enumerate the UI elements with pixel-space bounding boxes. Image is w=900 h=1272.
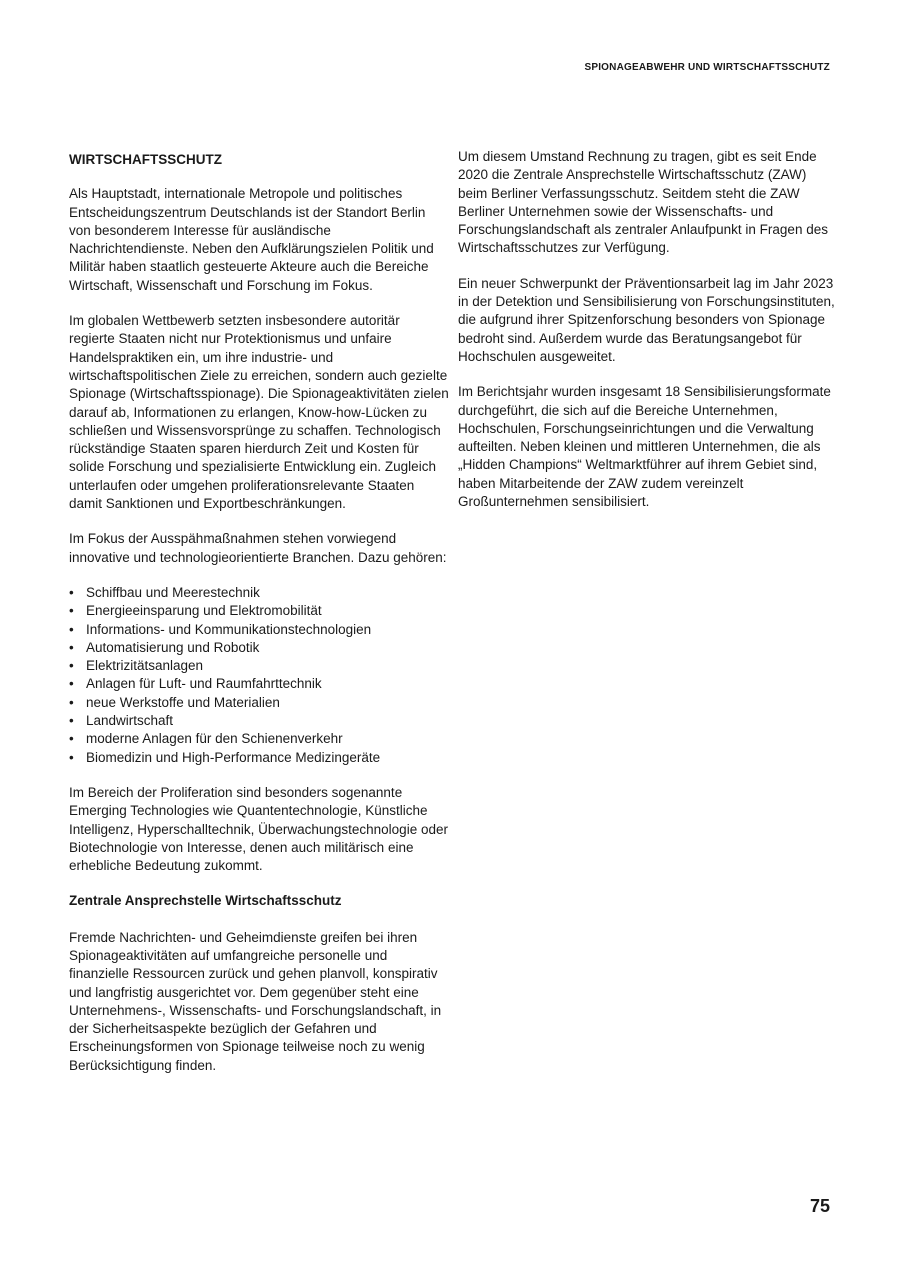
paragraph: Als Hauptstadt, internationale Metropole und politisches Entscheidungszentrum Deutschlands ist der Standort Berlin von besonderem Interesse für ausländische Nachrichtendienste. Neben den Aufklärungszielen Politik und Militär haben staatlich gesteuerte Akteure auch die Bereiche Wirtschaft, Wissenschaft und Forschung im Fokus. [69,186,434,293]
paragraph: Um diesem Umstand Rechnung zu tragen, gibt es seit Ende 2020 die Zentrale Ansprechstelle Wirtschaftsschutz (ZAW) beim Berliner Verfassungsschutz. Seitdem steht die ZAW Berliner Unternehmen sowie der Wissenschafts- und Forschungslandschaft als zentraler Anlaufpunkt in Fragen des Wirtschaftsschutzes zur Verfügung. [458,149,828,256]
page-number: 75 [809,1196,830,1216]
list-item: • Informations- und Kommunikationstechnologien [69,621,449,639]
list-item: • Energieeinsparung und Elektromobilität [69,602,449,620]
section-title: WIRTSCHAFTSSCHUTZ [69,152,222,167]
list-item: • neue Werkstoffe und Materialien [69,694,449,712]
list-item: • Landwirtschaft [69,712,449,730]
list-item: • Biomedizin und High-Performance Medizingeräte [69,749,449,767]
list-item: • Schiffbau und Meerestechnik [69,584,449,602]
list-item: • Elektrizitätsanlagen [69,657,449,675]
paragraph: Fremde Nachrichten- und Geheimdienste greifen bei ihren Spionageaktivitäten auf umfangreiche personelle und finanzielle Ressourcen zurück und gehen planvoll, konspirativ und langfristig ausgerichtet vor. Dem gegenüber steht eine Unternehmens-, Wissenschafts- und Forschungslandschaft, in der Sicherheitsaspekte bezüglich der Gefahren und Erscheinungsformen von Spionage teilweise noch zu wenig Berücksichtigung finden. [69,929,442,1073]
paragraph: Ein neuer Schwerpunkt der Präventionsarbeit lag im Jahr 2023 in der Detektion und Sensibilisierung von Forschungsinstituten, die aufgrund ihrer Spitzenforschung besonders von Spionage bedroht sind. Außerdem wurde das Beratungsangebot für Hochschulen ausgeweitet. [458,275,835,364]
paragraph: Im globalen Wettbewerb setzten insbesondere autoritär regierte Staaten nicht nur Protektionismus und unfaire Handelspraktiken ein, um ihre industrie- und wirtschaftspolitischen Ziele zu erreichen, sondern auch gezielte Spionage (Wirtschaftsspionage). Die Spionageaktivitäten zielen darauf ab, Informationen zu erlangen, Know-how-Lücken zu schließen und Wissensvorsprünge zu schaffen. Technologisch rückständige Staaten sparen hierdurch Zeit und Kosten für solide Forschung und spezialisierte Entwicklung ein. Zugleich unterlaufen oder umgehen proliferationsrelevante Staaten damit Sanktionen und Exportbeschränkungen. [69,313,449,512]
left-column [69,148,449,1092]
paragraph: Im Berichtsjahr wurden insgesamt 18 Sensibilisierungsformate durchgeführt, die sich auf die Bereiche Unternehmen, Hochschulen, Forschungseinrichtungen und die Verwaltung aufteilten. Neben kleinen und mittleren Unternehmen, die als „Hidden Champions“ Weltmarktführer auf ihrem Gebiet sind, haben Mitarbeitende der ZAW zudem vereinzelt Großunternehmen sensibilisiert. [458,384,831,510]
paragraph: Im Bereich der Proliferation sind besonders sogenannte Emerging Technologies wie Quantentechnologie, Künstliche Intelligenz, Hyperschalltechnik, Überwachungstechnologie oder Biotechnologie von Interesse, denen auch militärisch eine erhebliche Bedeutung zukommt. [69,784,448,874]
list-item: • Anlagen für Luft- und Raumfahrttechnik [69,675,449,693]
industry-list [69,584,449,767]
paragraph: Im Fokus der Ausspähmaßnahmen stehen vorwiegend innovative und technologieorientierte Branchen. Dazu gehören: [69,531,447,565]
subsection-title: Zentrale Ansprechstelle Wirtschaftsschutz [69,893,342,909]
list-item: • moderne Anlagen für den Schienenverkehr [69,730,449,748]
list-item: • Automatisierung und Robotik [69,639,449,657]
running-header: SPIONAGEABWEHR UND WIRTSCHAFTSSCHUTZ [584,62,830,73]
right-column [458,148,838,528]
